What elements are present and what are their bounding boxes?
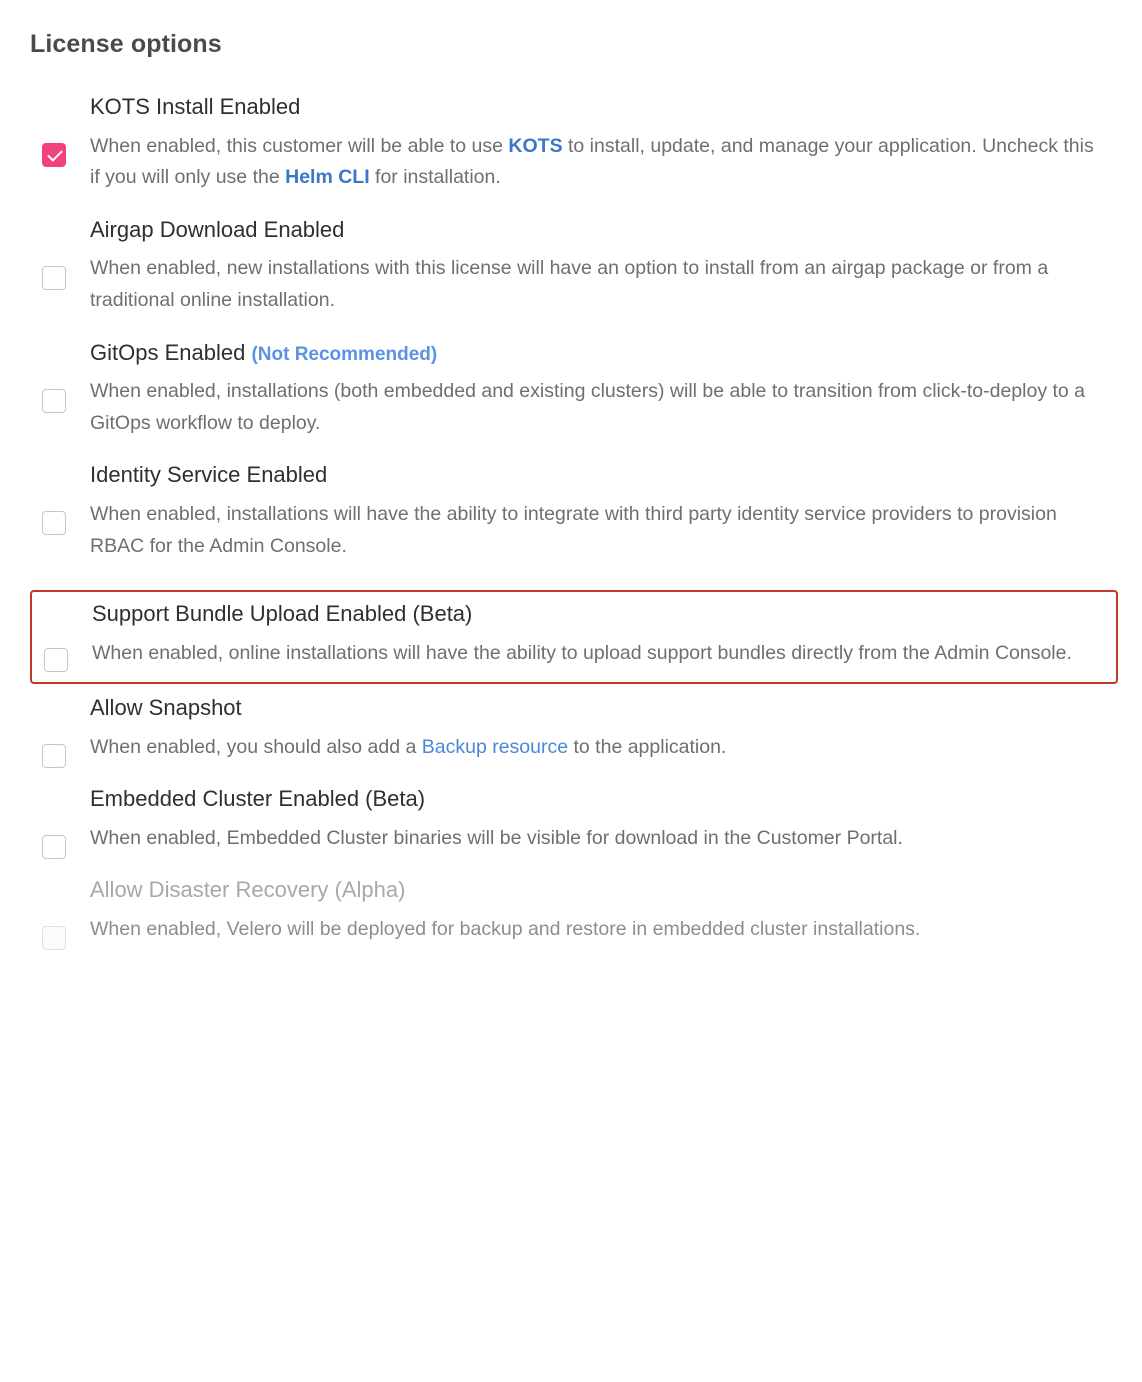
description-text: When enabled, new installations with this license will have an option to install from an airgap package or from a traditional online installation. bbox=[90, 257, 1049, 311]
option-body bbox=[90, 339, 1106, 462]
option-body bbox=[90, 461, 1106, 584]
checkbox-cell bbox=[42, 461, 90, 535]
checkbox-gitops-enabled[interactable] bbox=[42, 389, 66, 413]
option-body bbox=[92, 600, 1104, 671]
option-description-kots-install-enabled bbox=[90, 131, 1106, 194]
option-title-airgap-download-enabled bbox=[90, 216, 1106, 245]
checkbox-identity-service-enabled[interactable] bbox=[42, 511, 66, 535]
checkbox-cell bbox=[42, 339, 90, 413]
option-row-embedded-cluster-enabled bbox=[30, 785, 1118, 876]
option-description-support-bundle-upload-enabled bbox=[92, 638, 1104, 670]
option-title-embedded-cluster-enabled bbox=[90, 785, 1106, 814]
option-title-text: KOTS Install Enabled bbox=[90, 94, 301, 119]
option-description-identity-service-enabled bbox=[90, 499, 1106, 562]
checkbox-cell bbox=[42, 876, 90, 950]
option-title-text: Embedded Cluster Enabled (Beta) bbox=[90, 786, 426, 812]
option-body bbox=[90, 876, 1106, 967]
option-title-text: Allow Snapshot bbox=[90, 695, 242, 721]
checkbox-kots-install-enabled[interactable] bbox=[42, 143, 66, 167]
description-text: When enabled, online installations will have the ability to upload support bundles directly from the Admin Console. bbox=[92, 641, 1072, 664]
checkbox-cell bbox=[42, 785, 90, 859]
option-row-allow-snapshot bbox=[30, 694, 1118, 785]
option-row-support-bundle-upload-enabled bbox=[30, 590, 1118, 684]
description-text: When enabled, Velero will be deployed for backup and restore in embedded cluster installations. bbox=[90, 918, 921, 941]
checkbox-embedded-cluster-enabled[interactable] bbox=[42, 835, 66, 859]
option-description-allow-disaster-recovery bbox=[90, 914, 1106, 946]
option-title-text: Airgap Download Enabled bbox=[90, 216, 345, 242]
option-description-embedded-cluster-enabled bbox=[90, 823, 1106, 855]
checkbox-allow-snapshot[interactable] bbox=[42, 744, 66, 768]
option-description-allow-snapshot bbox=[90, 732, 1106, 764]
option-title-allow-snapshot bbox=[90, 694, 1106, 723]
option-title-gitops-enabled bbox=[90, 339, 1106, 368]
page-title: License options bbox=[30, 30, 222, 58]
description-text: When enabled, Embedded Cluster binaries will be visible for download in the Customer Portal. bbox=[90, 826, 903, 849]
description-text: to install, update, and manage your application. Uncheck this if you will only use the bbox=[90, 134, 1094, 189]
option-body bbox=[90, 785, 1106, 876]
checkbox-cell bbox=[42, 216, 90, 290]
option-row-allow-disaster-recovery bbox=[30, 876, 1118, 967]
option-body bbox=[90, 694, 1106, 785]
description-text: for installation. bbox=[369, 166, 501, 189]
option-body bbox=[90, 216, 1106, 339]
option-description-gitops-enabled bbox=[90, 376, 1106, 439]
description-link[interactable]: Backup resource bbox=[421, 735, 569, 758]
option-title-kots-install-enabled bbox=[90, 93, 1106, 122]
checkbox-cell bbox=[42, 694, 90, 768]
option-title-note: (Not Recommended) bbox=[251, 343, 438, 365]
option-row-kots-install-enabled bbox=[30, 93, 1118, 216]
option-title-text: GitOps Enabled bbox=[90, 339, 246, 365]
checkbox-cell bbox=[44, 600, 92, 672]
description-text: When enabled, installations will have the ability to integrate with third party identity service providers to provision RBAC for the Admin Console. bbox=[90, 502, 1057, 557]
option-title-allow-disaster-recovery bbox=[90, 876, 1106, 905]
option-row-identity-service-enabled bbox=[30, 461, 1118, 584]
description-text: When enabled, this customer will be able to use bbox=[90, 134, 509, 157]
option-title-identity-service-enabled bbox=[90, 461, 1106, 490]
option-body bbox=[90, 93, 1106, 216]
option-title-text: Identity Service Enabled bbox=[90, 462, 328, 488]
checkbox-cell bbox=[42, 93, 90, 167]
description-link[interactable]: Helm CLI bbox=[285, 166, 370, 189]
description-text: When enabled, you should also add a bbox=[90, 735, 422, 758]
option-title-support-bundle-upload-enabled bbox=[92, 600, 1104, 629]
checkbox-support-bundle-upload-enabled[interactable] bbox=[44, 648, 68, 672]
option-row-airgap-download-enabled bbox=[30, 216, 1118, 339]
option-row-gitops-enabled bbox=[30, 339, 1118, 462]
option-description-airgap-download-enabled bbox=[90, 253, 1106, 316]
description-link[interactable]: KOTS bbox=[508, 134, 563, 157]
option-title-text: Support Bundle Upload Enabled (Beta) bbox=[92, 601, 473, 627]
checkbox-allow-disaster-recovery bbox=[42, 926, 66, 950]
license-options-list bbox=[30, 93, 1118, 968]
description-text: When enabled, installations (both embedded and existing clusters) will be able to transition from click-to-deploy to a GitOps workflow to deploy. bbox=[90, 380, 1086, 434]
checkbox-airgap-download-enabled[interactable] bbox=[42, 266, 66, 290]
description-text: to the application. bbox=[568, 735, 727, 758]
option-title-text: Allow Disaster Recovery (Alpha) bbox=[90, 877, 406, 903]
